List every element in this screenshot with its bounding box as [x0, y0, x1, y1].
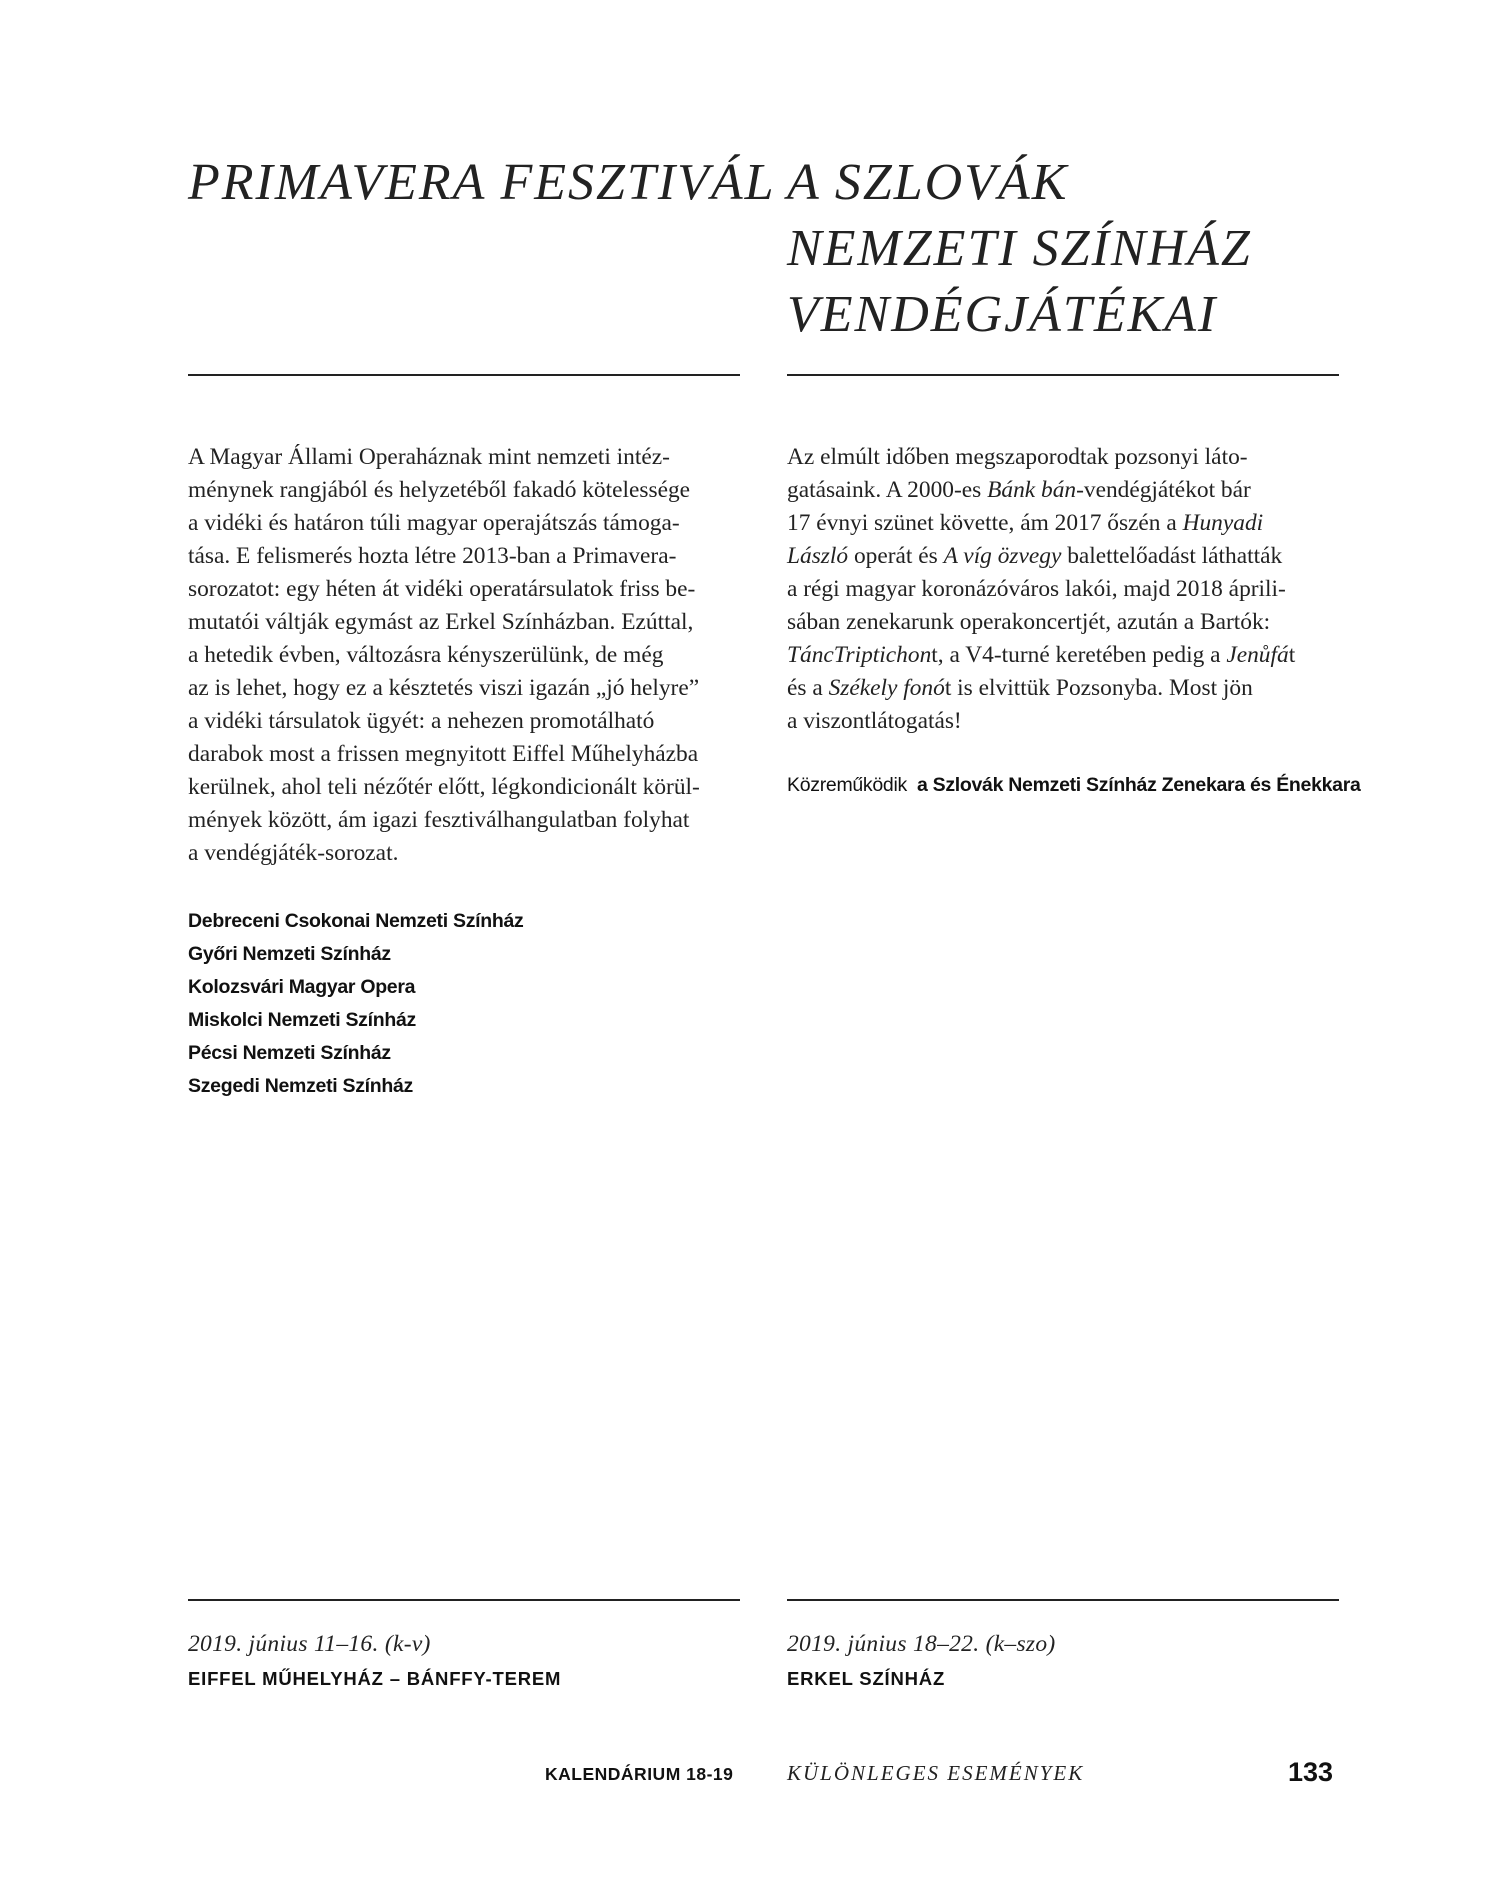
body-line: és a Székely fonót is elvittük Pozsonyba. Most jön: [787, 675, 1253, 701]
slovak-theatre-venue: ERKEL SZÍNHÁZ: [787, 1668, 946, 1689]
title-line: VENDÉGJÁTÉKAI: [787, 286, 1218, 343]
slovak-theatre-date: 2019. június 18–22. (k–szo): [787, 1631, 1056, 1657]
contributors-label: Közreműködik: [787, 774, 907, 796]
body-line: sorozatot: egy héten át vidéki operatársulatok friss be-: [188, 576, 696, 602]
right-bottom-divider: [787, 1599, 1339, 1601]
primavera-date: 2019. június 11–16. (k-v): [188, 1631, 431, 1657]
body-line: a vendégjáték-sorozat.: [188, 840, 399, 866]
body-line: darabok most a frissen megnyitott Eiffel Műhelyházba: [188, 741, 699, 767]
publication-name: KALENDÁRIUM 18-19: [545, 1764, 734, 1784]
title-line: NEMZETI SZÍNHÁZ: [787, 220, 1252, 277]
body-line: a vidéki és határon túli magyar operajátszás támoga-: [188, 510, 680, 536]
contributors-line: [787, 774, 1361, 797]
primavera-body: [188, 441, 700, 870]
body-line: mények között, ám igazi fesztiválhangulatban folyhat: [188, 807, 690, 833]
company-item: Miskolci Nemzeti Színház: [188, 1009, 416, 1031]
company-item: Debreceni Csokonai Nemzeti Színház: [188, 910, 524, 932]
body-line: a vidéki társulatok ügyét: a nehezen promotálható: [188, 708, 655, 734]
slovak-theatre-title: [787, 150, 1252, 348]
body-line: sában zenekarunk operakoncertjét, azután a Bartók:: [787, 609, 1271, 635]
body-line: kerülnek, ahol teli nézőtér előtt, légkondicionált körül-: [188, 774, 700, 800]
work-title: Jenůfá: [1226, 642, 1289, 668]
company-item: Kolozsvári Magyar Opera: [188, 976, 416, 998]
section-name: KÜLÖNLEGES ESEMÉNYEK: [787, 1761, 1085, 1785]
body-line: gatásaink. A 2000-es Bánk bán-vendégjátékot bár: [787, 477, 1251, 503]
body-line: a hetedik évben, változásra kényszerülünk, de még: [188, 642, 664, 668]
company-item: Pécsi Nemzeti Színház: [188, 1042, 391, 1064]
body-line: az is lehet, hogy ez a késztetés viszi igazán „jó helyre”: [188, 675, 700, 701]
company-item: Győri Nemzeti Színház: [188, 943, 391, 965]
work-title: TáncTriptichon: [787, 642, 932, 668]
page-number: 133: [1287, 1757, 1333, 1787]
body-line: 17 évnyi szünet követte, ám 2017 őszén a Hunyadi: [787, 510, 1264, 536]
work-title: László: [787, 543, 849, 569]
body-line: tása. E felismerés hozta létre 2013-ban a Primavera-: [188, 543, 677, 569]
left-bottom-divider: [188, 1599, 740, 1601]
body-line: Az elmúlt időben megszaporodtak pozsonyi láto-: [787, 444, 1248, 470]
slovak-theatre-body: [787, 441, 1295, 738]
body-line: a régi magyar koronázóváros lakói, majd 2018 áprili-: [787, 576, 1286, 602]
right-top-divider: [787, 374, 1339, 376]
body-line: A Magyar Állami Operaháznak mint nemzeti intéz-: [188, 444, 670, 470]
primavera-venue: EIFFEL MŰHELYHÁZ – BÁNFFY-TEREM: [188, 1668, 562, 1689]
body-line: László operát és A víg özvegy balettelőadást láthatták: [787, 543, 1283, 569]
body-line: a viszontlátogatás!: [787, 708, 962, 734]
work-title: Székely fonó: [828, 675, 945, 701]
body-line: ménynek rangjából és helyzetéből fakadó kötelessége: [188, 477, 691, 503]
work-title: A víg özvegy: [943, 543, 1062, 569]
primavera-title: PRIMAVERA FESZTIVÁL: [188, 154, 776, 211]
contributors-name: a Szlovák Nemzeti Színház Zenekara és Énekkara: [916, 774, 1361, 796]
work-title: Bánk bán: [987, 477, 1077, 503]
left-top-divider: [188, 374, 740, 376]
body-line: TáncTriptichont, a V4-turné keretében pedig a Jenůfát: [787, 642, 1296, 668]
title-line: A SZLOVÁK: [787, 154, 1069, 211]
body-line: mutatói váltják egymást az Erkel Színházban. Ezúttal,: [188, 609, 694, 635]
work-title: Hunyadi: [1182, 510, 1264, 536]
participating-companies: [188, 905, 523, 1103]
company-item: Szegedi Nemzeti Színház: [188, 1075, 413, 1097]
